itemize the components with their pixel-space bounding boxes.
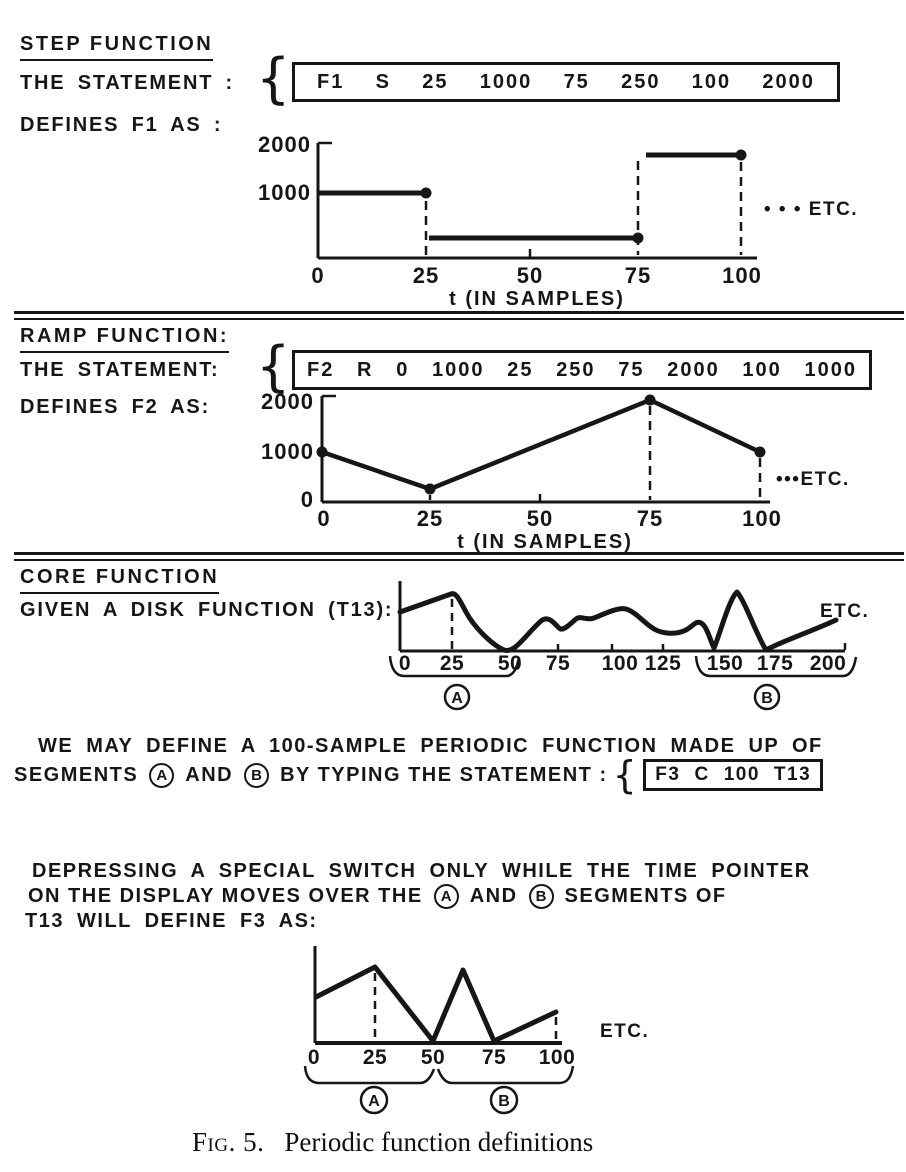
statement-token: 100 bbox=[742, 358, 782, 381]
x-tick-label: 100 bbox=[601, 652, 639, 675]
statement-token: 0 bbox=[396, 358, 410, 381]
statement-token: 100 bbox=[723, 764, 760, 785]
define-paragraph-line1: WE MAY DEFINE A 100-SAMPLE PERIODIC FUNCTION MADE UP OF bbox=[38, 735, 823, 757]
data-point-dot bbox=[645, 395, 656, 406]
disk-function-chart bbox=[0, 572, 906, 720]
ramp-polyline bbox=[322, 400, 760, 489]
statement-token: T13 bbox=[773, 764, 812, 785]
define-paragraph-line2 bbox=[14, 753, 823, 797]
data-point-dot bbox=[421, 188, 432, 199]
switch-paragraph-line3: T13 WILL DEFINE F3 AS: bbox=[25, 910, 318, 932]
x-tick-label: 25 bbox=[412, 263, 440, 288]
etc-label: ETC. bbox=[600, 1021, 650, 1042]
x-tick-label: 0 bbox=[311, 263, 325, 288]
statement-token: C bbox=[694, 764, 710, 785]
ramp-function-title: RAMP FUNCTION: bbox=[20, 325, 229, 353]
data-point-dot bbox=[317, 447, 328, 458]
x-tick-label: 100 bbox=[742, 506, 782, 531]
statement-token: F3 bbox=[655, 764, 681, 785]
statement-token: F1 bbox=[317, 70, 345, 93]
x-tick-label: 200 bbox=[809, 652, 847, 675]
statement-box-f1 bbox=[292, 62, 840, 102]
curly-brace: { bbox=[256, 335, 291, 398]
statement-token: 75 bbox=[618, 358, 645, 381]
etc-label: •••ETC. bbox=[776, 469, 850, 490]
data-point-dot bbox=[755, 447, 766, 458]
statement-token: 2000 bbox=[667, 358, 720, 381]
y-tick-label: 0 bbox=[300, 487, 314, 512]
statement-box-f3 bbox=[643, 759, 823, 791]
x-tick-label: 25 bbox=[362, 1046, 388, 1069]
disk-function-curve bbox=[400, 592, 836, 651]
x-axis-title: t (IN SAMPLES) bbox=[449, 288, 625, 310]
y-tick-label: 1000 bbox=[261, 439, 314, 464]
statement-token: 1000 bbox=[432, 358, 485, 381]
x-tick-label: 75 bbox=[545, 652, 571, 675]
circled-b-inline: B bbox=[244, 763, 269, 788]
statement-box-f2 bbox=[292, 350, 872, 390]
statement-token: 1000 bbox=[479, 70, 533, 93]
data-point-dot bbox=[425, 484, 436, 495]
data-point-dot bbox=[633, 233, 644, 244]
x-tick-label: 75 bbox=[481, 1046, 507, 1069]
segment-b-label: B bbox=[498, 1093, 510, 1110]
x-axis-title: t (IN SAMPLES) bbox=[457, 531, 633, 553]
section-divider bbox=[14, 552, 904, 561]
x-tick-label: 0 bbox=[317, 506, 331, 531]
ramp-function-chart bbox=[0, 388, 906, 554]
y-tick-label: 1000 bbox=[258, 180, 311, 205]
y-tick-label: 2000 bbox=[258, 132, 311, 157]
step-function-chart bbox=[0, 130, 906, 310]
circled-a-inline: A bbox=[434, 884, 459, 909]
x-tick-label: 50 bbox=[516, 263, 544, 288]
statement-token: S bbox=[375, 70, 391, 93]
statement-token: 250 bbox=[621, 70, 661, 93]
paragraph-text: AND bbox=[185, 763, 234, 786]
paragraph-text: SEGMENTS OF bbox=[564, 885, 727, 907]
x-tick-label: 100 bbox=[722, 263, 762, 288]
x-tick-label: 75 bbox=[636, 506, 664, 531]
x-tick-label: 25 bbox=[416, 506, 444, 531]
statement-token: 75 bbox=[563, 70, 590, 93]
figure-number: Fig. 5. bbox=[192, 1127, 265, 1157]
circled-a-inline: A bbox=[149, 763, 174, 788]
data-point-dot bbox=[736, 150, 747, 161]
given-disk-function-label: GIVEN A DISK FUNCTION (T13): bbox=[20, 599, 394, 621]
section-divider bbox=[14, 311, 904, 320]
x-tick-label: 125 bbox=[644, 652, 682, 675]
statement-label-f2: THE STATEMENT: bbox=[20, 359, 220, 381]
switch-paragraph-line1: DEPRESSING A SPECIAL SWITCH ONLY WHILE THE TIME POINTER bbox=[32, 860, 811, 882]
curly-brace: { bbox=[612, 753, 639, 797]
paragraph-text: ON THE DISPLAY MOVES OVER THE bbox=[28, 885, 423, 907]
x-tick-label: 50 bbox=[420, 1046, 446, 1069]
figure-caption bbox=[192, 1127, 593, 1158]
x-tick-label: 75 bbox=[624, 263, 652, 288]
f3-curve bbox=[316, 967, 556, 1041]
x-tick-label: 150 bbox=[706, 652, 744, 675]
x-tick-label: 100 bbox=[538, 1046, 576, 1069]
x-tick-label: 50 bbox=[497, 652, 523, 675]
etc-label: ETC. bbox=[820, 601, 870, 622]
core-function-title: CORE FUNCTION bbox=[20, 566, 219, 594]
x-tick-label: 0 bbox=[398, 652, 412, 675]
segment-a-label: A bbox=[368, 1093, 380, 1110]
figure-caption-text: Periodic function definitions bbox=[284, 1127, 594, 1157]
x-tick-label: 0 bbox=[307, 1046, 321, 1069]
paragraph-text: SEGMENTS bbox=[14, 763, 139, 786]
paragraph-text: BY TYPING THE STATEMENT : bbox=[280, 763, 608, 786]
curly-brace: { bbox=[256, 47, 291, 110]
circled-b-inline: B bbox=[529, 884, 554, 909]
x-tick-label: 25 bbox=[439, 652, 465, 675]
paragraph-text: AND bbox=[469, 885, 518, 907]
statement-token: 1000 bbox=[804, 358, 857, 381]
statement-token: F2 bbox=[307, 358, 335, 381]
statement-token: R bbox=[357, 358, 374, 381]
defines-label-f1: DEFINES F1 AS : bbox=[20, 114, 223, 136]
f3-function-chart bbox=[0, 938, 906, 1120]
y-tick-label: 2000 bbox=[261, 389, 314, 414]
x-tick-label: 175 bbox=[756, 652, 794, 675]
statement-label-f1: THE STATEMENT : bbox=[20, 72, 235, 94]
segment-a-label: A bbox=[451, 690, 463, 707]
step-function-title: STEP FUNCTION bbox=[20, 33, 213, 61]
statement-token: 250 bbox=[556, 358, 596, 381]
etc-label: • • • ETC. bbox=[764, 199, 859, 220]
x-tick-label: 50 bbox=[526, 506, 554, 531]
segment-b-label: B bbox=[761, 690, 773, 707]
switch-paragraph-line2 bbox=[28, 884, 727, 909]
defines-label-f2: DEFINES F2 AS: bbox=[20, 396, 211, 418]
statement-token: 25 bbox=[422, 70, 449, 93]
statement-token: 100 bbox=[691, 70, 732, 93]
statement-token: 25 bbox=[507, 358, 534, 381]
statement-token: 2000 bbox=[762, 70, 815, 93]
